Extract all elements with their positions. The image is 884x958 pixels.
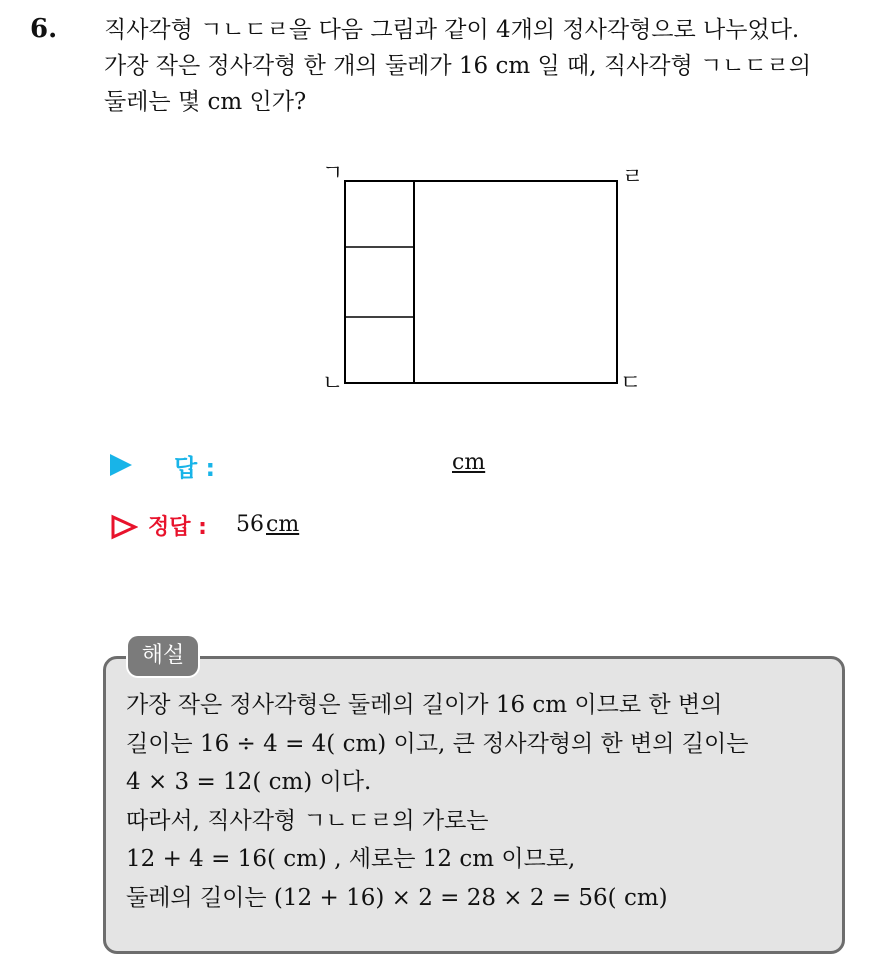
explanation-line: 따라서, 직사각형 ㄱㄴㄷㄹ의 가로는 — [126, 807, 489, 834]
squares-diagram — [300, 150, 660, 400]
explanation-line: 12 + 4 = 16( cm) , 세로는 12 cm 이므로, — [126, 846, 576, 872]
solution-row — [110, 508, 530, 548]
question-line: 가장 작은 정사각형 한 개의 둘레가 16 cm 일 때, 직사각형 ㄱㄴㄷㄹ의 — [104, 53, 812, 79]
solution-label: 정답 : — [148, 515, 207, 540]
answer-row — [110, 446, 530, 486]
explanation-line: 둘레의 길이는 (12 + 16) × 2 = 28 × 2 = 56( cm) — [126, 884, 668, 911]
question-line: 둘레는 몇 cm 인가? — [104, 89, 307, 115]
corner-label-top-right: ㄹ — [622, 165, 644, 190]
explanation-line: 길이는 16 ÷ 4 = 4( cm) 이고, 큰 정사각형의 한 변의 길이는 — [126, 730, 749, 757]
explanation-line: 4 × 3 = 12( cm) 이다. — [126, 769, 372, 795]
answer-unit: cm — [452, 450, 486, 475]
explanation-line: 가장 작은 정사각형은 둘레의 길이가 16 cm 이므로 한 변의 — [126, 692, 723, 718]
corner-label-bottom-right: ㄷ — [620, 371, 642, 396]
corner-label-top-left: ㄱ — [322, 161, 344, 186]
answer-label: 답 : — [174, 454, 216, 482]
explanation-tag: 해설 — [128, 636, 198, 676]
solution-answer — [236, 512, 299, 537]
corner-label-bottom-left: ㄴ — [322, 371, 344, 396]
outline-triangle-icon — [110, 514, 138, 540]
play-triangle-icon — [110, 454, 132, 476]
solution-unit: cm — [266, 512, 300, 537]
solution-value: 56 — [236, 512, 264, 537]
question-line: 직사각형 ㄱㄴㄷㄹ을 다음 그림과 같이 4개의 정사각형으로 나누었다. — [104, 17, 800, 43]
rectangle-figure — [300, 150, 660, 404]
outer-rectangle — [345, 181, 617, 383]
explanation-text — [126, 686, 830, 917]
question-number: 6. — [30, 14, 58, 44]
question-text — [104, 12, 874, 120]
